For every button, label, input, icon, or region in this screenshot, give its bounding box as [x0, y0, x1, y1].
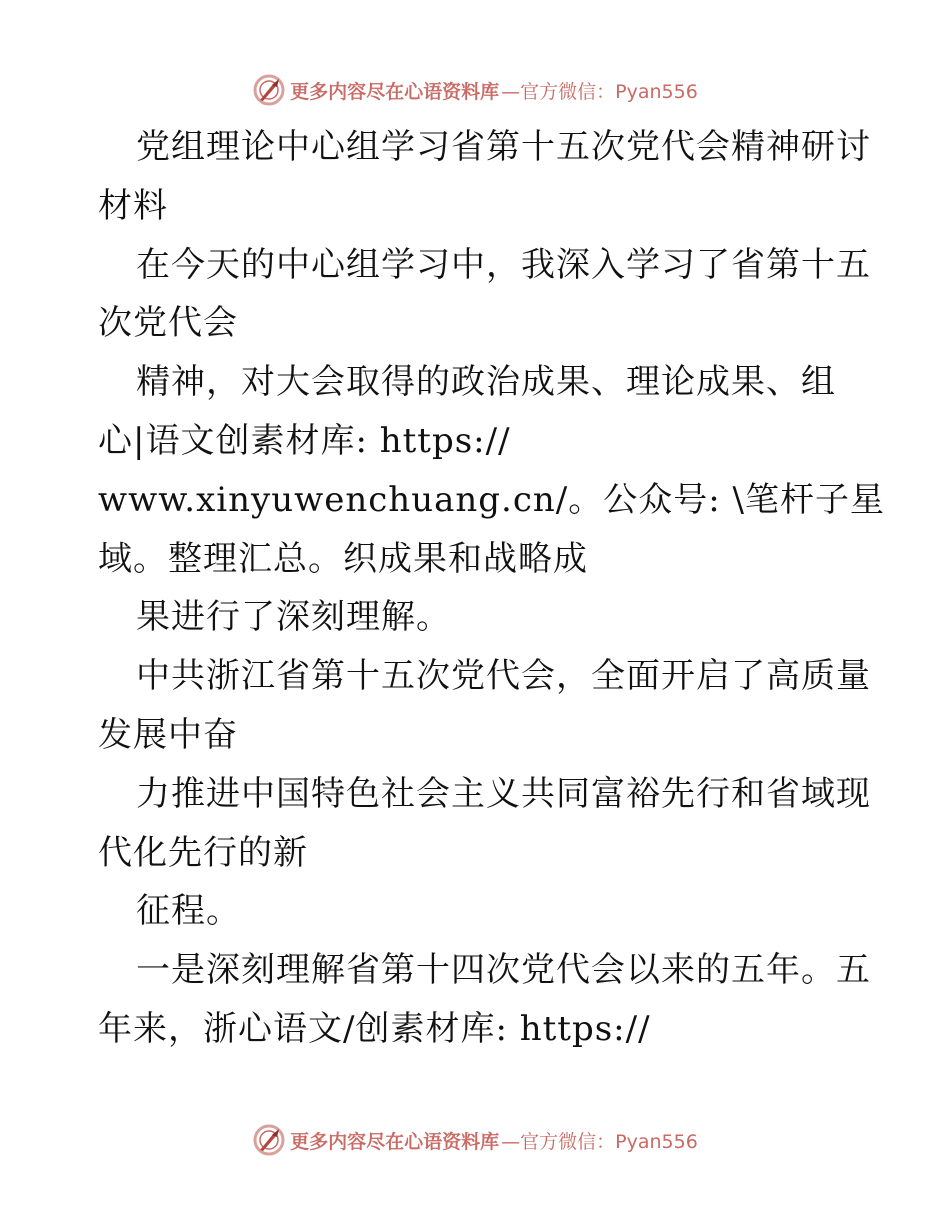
text-line: www.xinyuwenchuang.cn/。公众号: \笔杆子星 — [98, 479, 885, 520]
text-line: 中共浙江省第十五次党代会，全面开启了高质量 — [136, 656, 871, 697]
text-line: 党组理论中心组学习省第十五次党代会精神研讨 — [136, 127, 871, 167]
footer-tagline: 更多内容尽在心语资料库 — [290, 1130, 500, 1153]
header-official-account: —官方微信：Pyan556 — [501, 80, 698, 103]
quill-logo-icon — [252, 1123, 286, 1157]
text-line: 征程。 — [136, 891, 241, 932]
text-line: 一是深刻理解省第十四次党代会以来的五年。五 — [136, 950, 871, 991]
text-line: 域。整理汇总。织成果和战略成 — [98, 538, 588, 579]
text-line: 在今天的中心组学习中，我深入学习了省第十五 — [136, 244, 871, 285]
text-line: 代化先行的新 — [98, 832, 308, 873]
text-line: 心|语文创素材库: https:// — [98, 420, 511, 461]
text-line: 力推进中国特色社会主义共同富裕先行和省域现 — [136, 773, 871, 814]
text-line: 果进行了深刻理解。 — [136, 597, 451, 638]
text-line: 发展中奋 — [98, 714, 238, 755]
text-line: 材料 — [98, 185, 168, 226]
text-line: 年来，浙心语文/创素材库: https:// — [98, 1008, 651, 1049]
footer-official-account: —官方微信：Pyan556 — [501, 1130, 698, 1153]
header-watermark — [0, 70, 950, 110]
document-body — [98, 118, 885, 1059]
quill-logo-icon — [252, 73, 286, 107]
footer-watermark — [0, 1120, 950, 1160]
text-line: 精神，对大会取得的政治成果、理论成果、组 — [136, 362, 836, 403]
text-line: 次党代会 — [98, 303, 238, 344]
header-tagline: 更多内容尽在心语资料库 — [290, 80, 500, 103]
